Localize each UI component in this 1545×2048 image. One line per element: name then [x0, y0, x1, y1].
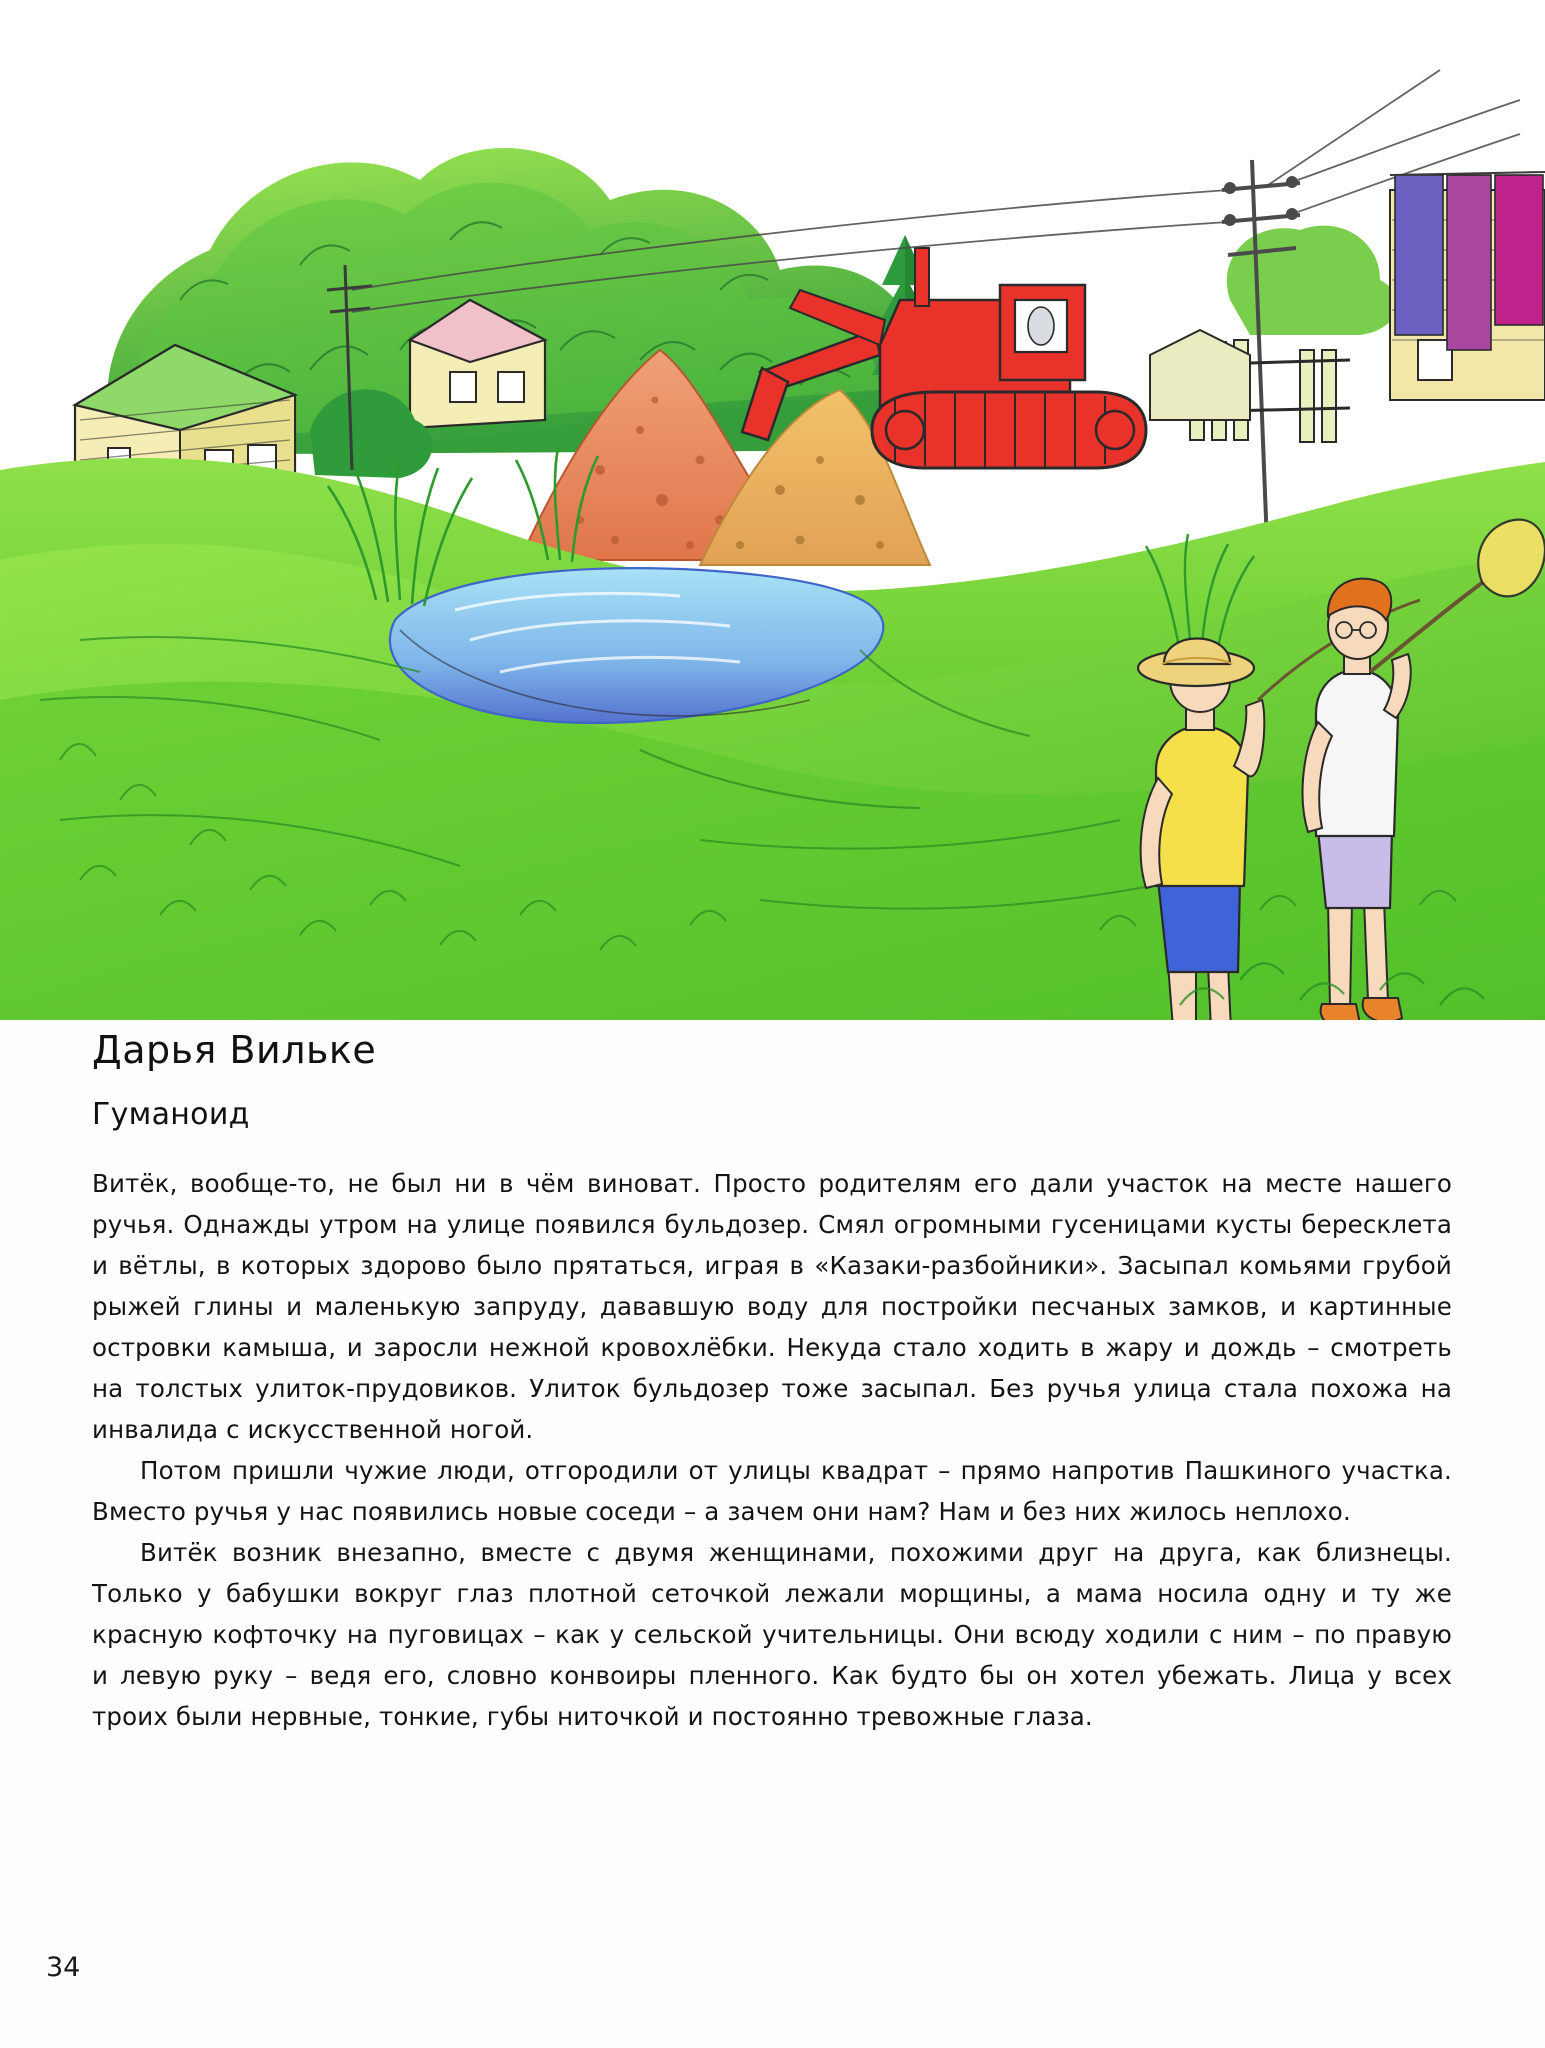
pond	[390, 568, 883, 723]
illustration-watercolor-village	[0, 0, 1545, 1020]
author-name: Дарья Вильке	[92, 1028, 377, 1072]
article-text-block	[92, 1030, 1452, 1737]
body-text	[92, 1163, 1452, 1737]
story-title: Гуманоид	[92, 1096, 250, 1132]
paragraph-1: Витёк, вообще-то, не был ни в чём виноват. Просто родителям его дали участок на месте нашего ручья. Однажды утром на улице появился бульдозер. Смял огромными гусеницами кусты бересклета и вётлы, в которых здорово было прятаться, играя в «Казаки-разбойники». Засыпал комьями грубой рыжей глины и маленькую запруду, дававшую воду для постройки песчаных замков, и картинные островки камыша, и заросли нежной кровохлёбки. Некуда стало ходить в жару и дождь – смотреть на толстых улиток-прудовиков. Улиток бульдозер тоже засыпал. Без ручья улица стала похожа на инвалида с искусственной ногой.	[92, 1168, 1452, 1444]
paragraph-2: Потом пришли чужие люди, отгородили от улицы квадрат – прямо напротив Пашкиного участка. Вместо ручья у нас появились новые соседи – а зачем они нам? Нам и без них жилось неплохо.	[92, 1455, 1452, 1526]
page-number: 34	[46, 1952, 81, 1983]
paragraph-3: Витёк возник внезапно, вместе с двумя женщинами, похожими друг на друга, как близнецы. Только у бабушки вокруг глаз плотной сеточкой лежали морщины, а мама носила одну и ту же красную кофточку на пуговицах – как у сельской учительницы. Они всюду ходили с ним – по правую и левую руку – ведя его, словно конвоиры пленного. Как будто бы он хотел убежать. Лица у всех троих были нервные, тонкие, губы ниточкой и постоянно тревожные глаза.	[92, 1537, 1452, 1731]
laundry-on-line	[1390, 172, 1545, 350]
